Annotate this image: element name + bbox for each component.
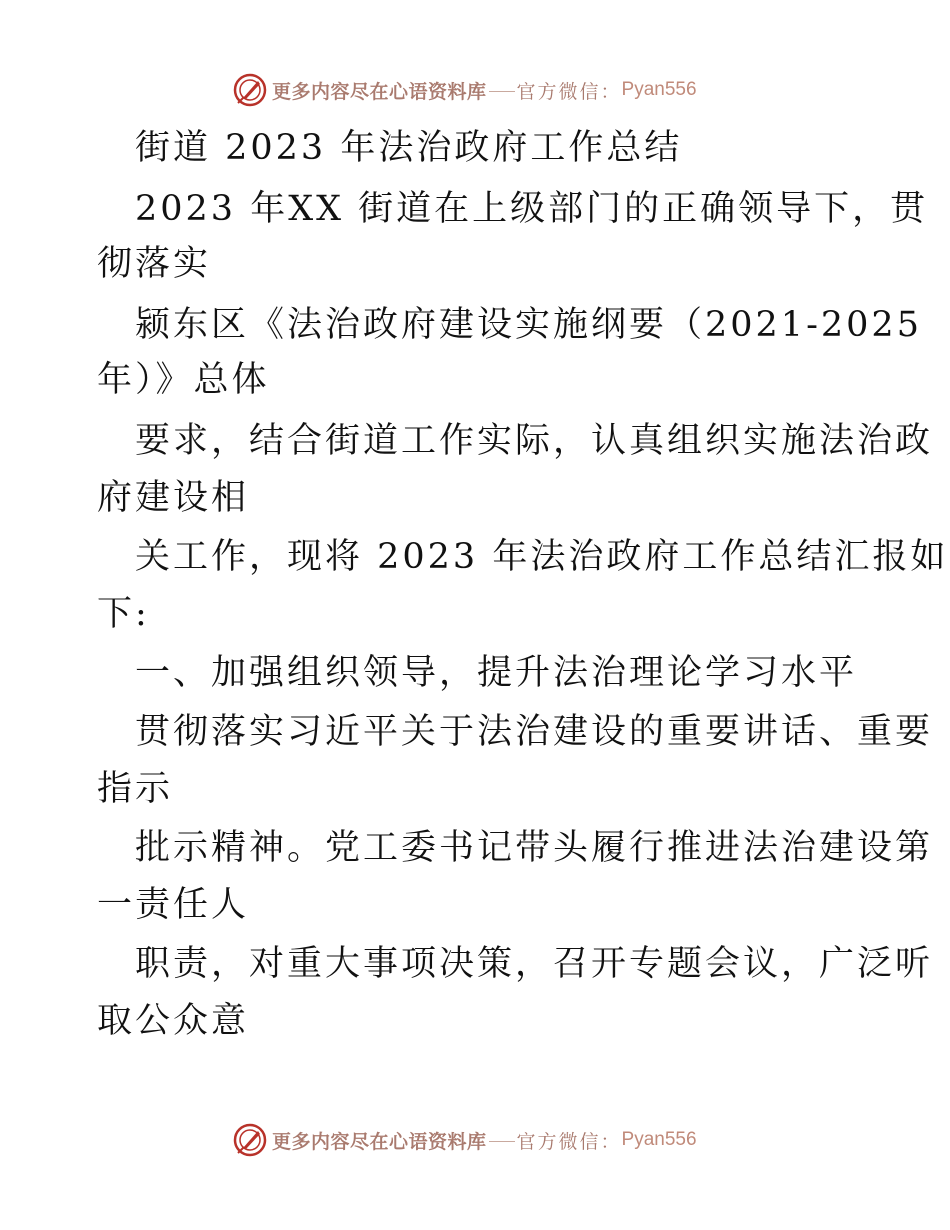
paragraph-line: 批示精神。党工委书记带头履行推进法治建设第 <box>135 828 934 868</box>
paragraph-line: 2023 年XX 街道在上级部门的正确领导下，贯 <box>135 189 929 229</box>
footer-banner <box>232 1120 697 1160</box>
paragraph-line: 贯彻落实习近平关于法治建设的重要讲话、重要 <box>135 712 934 752</box>
banner-wechat-id: Pyan556 <box>621 79 697 100</box>
paragraph-line: 彻落实 <box>97 244 212 284</box>
paragraph-line: 取公众意 <box>97 1001 250 1041</box>
paragraph-line: 府建设相 <box>97 478 250 518</box>
banner-wechat-label: 官方微信： <box>516 1130 622 1153</box>
quill-seal-icon <box>232 1122 268 1158</box>
paragraph-line: 一责任人 <box>97 885 250 925</box>
banner-divider <box>489 91 515 92</box>
banner-wechat-id: Pyan556 <box>621 1129 697 1150</box>
header-banner <box>232 70 697 110</box>
banner-main-text: 更多内容尽在心语资料库 <box>272 80 487 103</box>
banner-main-text: 更多内容尽在心语资料库 <box>272 1130 487 1153</box>
paragraph-line: 年）》总体 <box>97 360 270 400</box>
banner-divider <box>489 1141 515 1142</box>
paragraph-line: 关工作，现将 2023 年法治政府工作总结汇报如 <box>135 537 949 577</box>
section-heading: 一、加强组织领导，提升法治理论学习水平 <box>135 653 858 693</box>
quill-seal-icon <box>232 72 268 108</box>
paragraph-line: 下: <box>97 594 150 634</box>
paragraph-line: 要求，结合街道工作实际，认真组织实施法治政 <box>135 421 934 461</box>
paragraph-line: 职责，对重大事项决策，召开专题会议，广泛听 <box>135 944 934 984</box>
paragraph-line: 指示 <box>97 769 174 809</box>
paragraph-line: 颍东区《法治政府建设实施纲要（2021-2025 <box>135 305 922 345</box>
document-title: 街道 2023 年法治政府工作总结 <box>135 128 683 168</box>
banner-wechat-label: 官方微信： <box>516 80 622 103</box>
